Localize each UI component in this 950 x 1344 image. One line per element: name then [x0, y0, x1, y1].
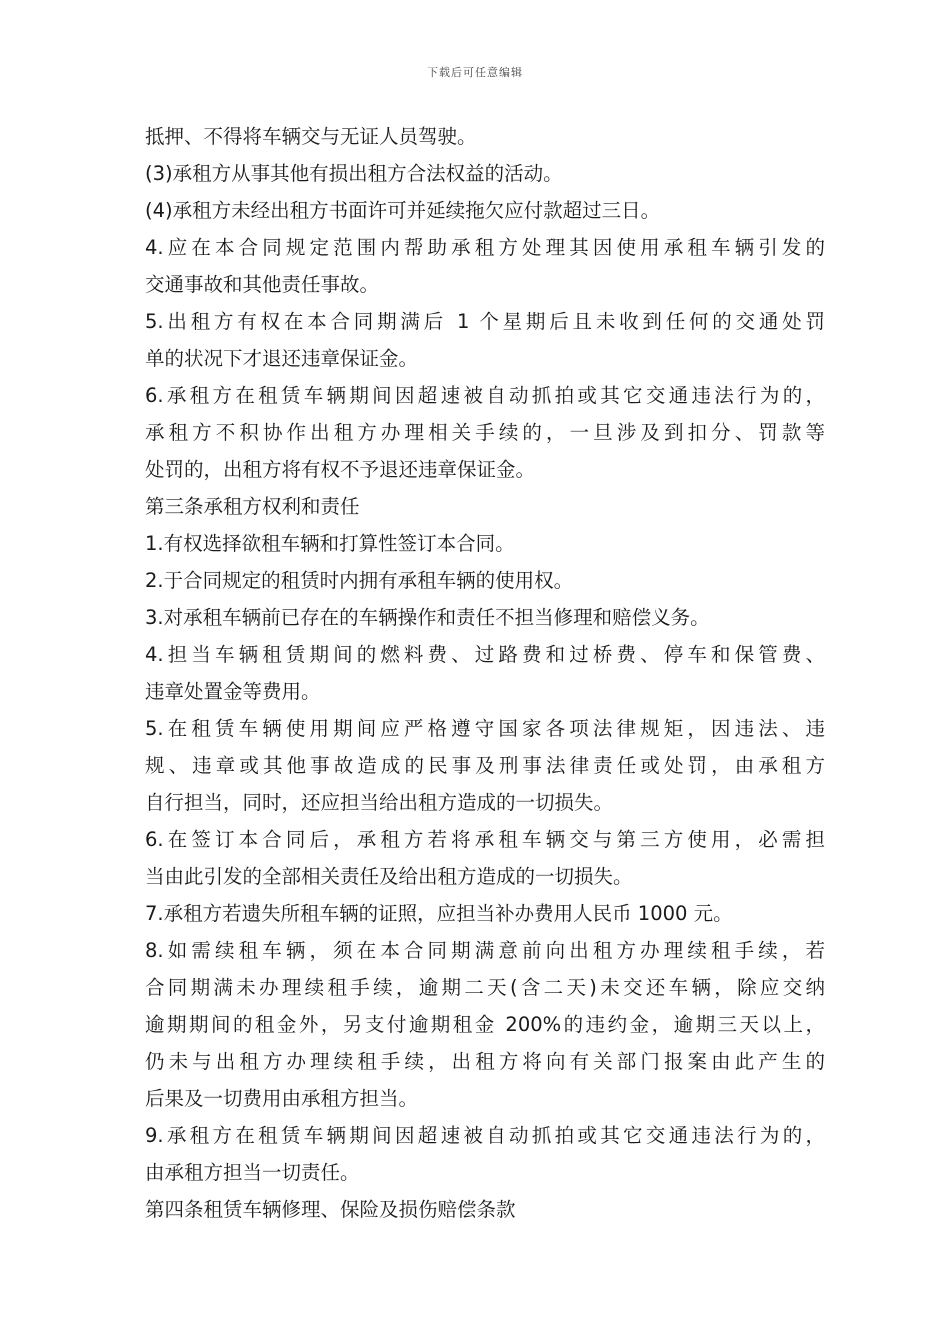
text-line: 6.在签订本合同后，承租方若将承租车辆交与第三方使用，必需担 [145, 828, 825, 851]
text-line: 由承租方担当一切责任。 [145, 1161, 360, 1184]
text-line: 处罚的，出租方将有权不予退还违章保证金。 [145, 458, 536, 481]
text-line: 承租方不积协作出租方办理相关手续的，一旦涉及到扣分、罚款等 [145, 421, 825, 444]
text-line: 自行担当，同时，还应担当给出租方造成的一切损失。 [145, 791, 614, 814]
text-line: 8.如需续租车辆，须在本合同期满意前向出租方办理续租手续，若 [145, 939, 825, 962]
text-line: 抵押、不得将车辆交与无证人员驾驶。 [145, 125, 477, 148]
text-line: 4.担当车辆租赁期间的燃料费、过路费和过桥费、停车和保管费、 [145, 643, 825, 666]
text-line: 第三条承租方权利和责任 [145, 495, 360, 518]
text-line: 2.于合同规定的租赁时内拥有承租车辆的使用权。 [145, 569, 574, 592]
text-line: 单的状况下才退还违章保证金。 [145, 347, 419, 370]
text-line: 违章处置金等费用。 [145, 680, 321, 703]
text-line: 3.对承租车辆前已存在的车辆操作和责任不担当修理和赔偿义务。 [145, 606, 710, 629]
text-line: (3)承租方从事其他有损出租方合法权益的活动。 [145, 162, 563, 185]
text-line: 4.应在本合同规定范围内帮助承租方处理其因使用承租车辆引发的 [145, 236, 825, 259]
document-body [145, 118, 825, 1228]
text-line: 交通事故和其他责任事故。 [145, 273, 380, 296]
text-line: 6.承租方在租赁车辆期间因超速被自动抓拍或其它交通违法行为的， [145, 384, 825, 407]
text-line: 第四条租赁车辆修理、保险及损伤赔偿条款 [145, 1198, 516, 1221]
text-line: 规、违章或其他事故造成的民事及刑事法律责任或处罚，由承租方 [145, 754, 825, 777]
text-line: 逾期期间的租金外，另支付逾期租金 200%的违约金，逾期三天以上， [145, 1013, 825, 1036]
text-line: 5.出租方有权在本合同期满后 1 个星期后且未收到任何的交通处罚 [145, 310, 825, 333]
text-line: 1.有权选择欲租车辆和打算性签订本合同。 [145, 532, 515, 555]
text-line: 9.承租方在租赁车辆期间因超速被自动抓拍或其它交通违法行为的， [145, 1124, 825, 1147]
text-line: (4)承租方未经出租方书面许可并延续拖欠应付款超过三日。 [145, 199, 661, 222]
text-line: 5.在租赁车辆使用期间应严格遵守国家各项法律规矩，因违法、违 [145, 717, 825, 740]
text-line: 当由此引发的全部相关责任及给出租方造成的一切损失。 [145, 865, 633, 888]
text-line: 仍未与出租方办理续租手续，出租方将向有关部门报案由此产生的 [145, 1050, 825, 1073]
text-line: 合同期满未办理续租手续，逾期二天(含二天)未交还车辆，除应交纳 [145, 976, 825, 999]
text-line: 后果及一切费用由承租方担当。 [145, 1087, 419, 1110]
page-header-note: 下载后可任意编辑 [427, 66, 523, 79]
text-line: 7.承租方若遗失所租车辆的证照，应担当补办费用人民币 1000 元。 [145, 902, 733, 925]
